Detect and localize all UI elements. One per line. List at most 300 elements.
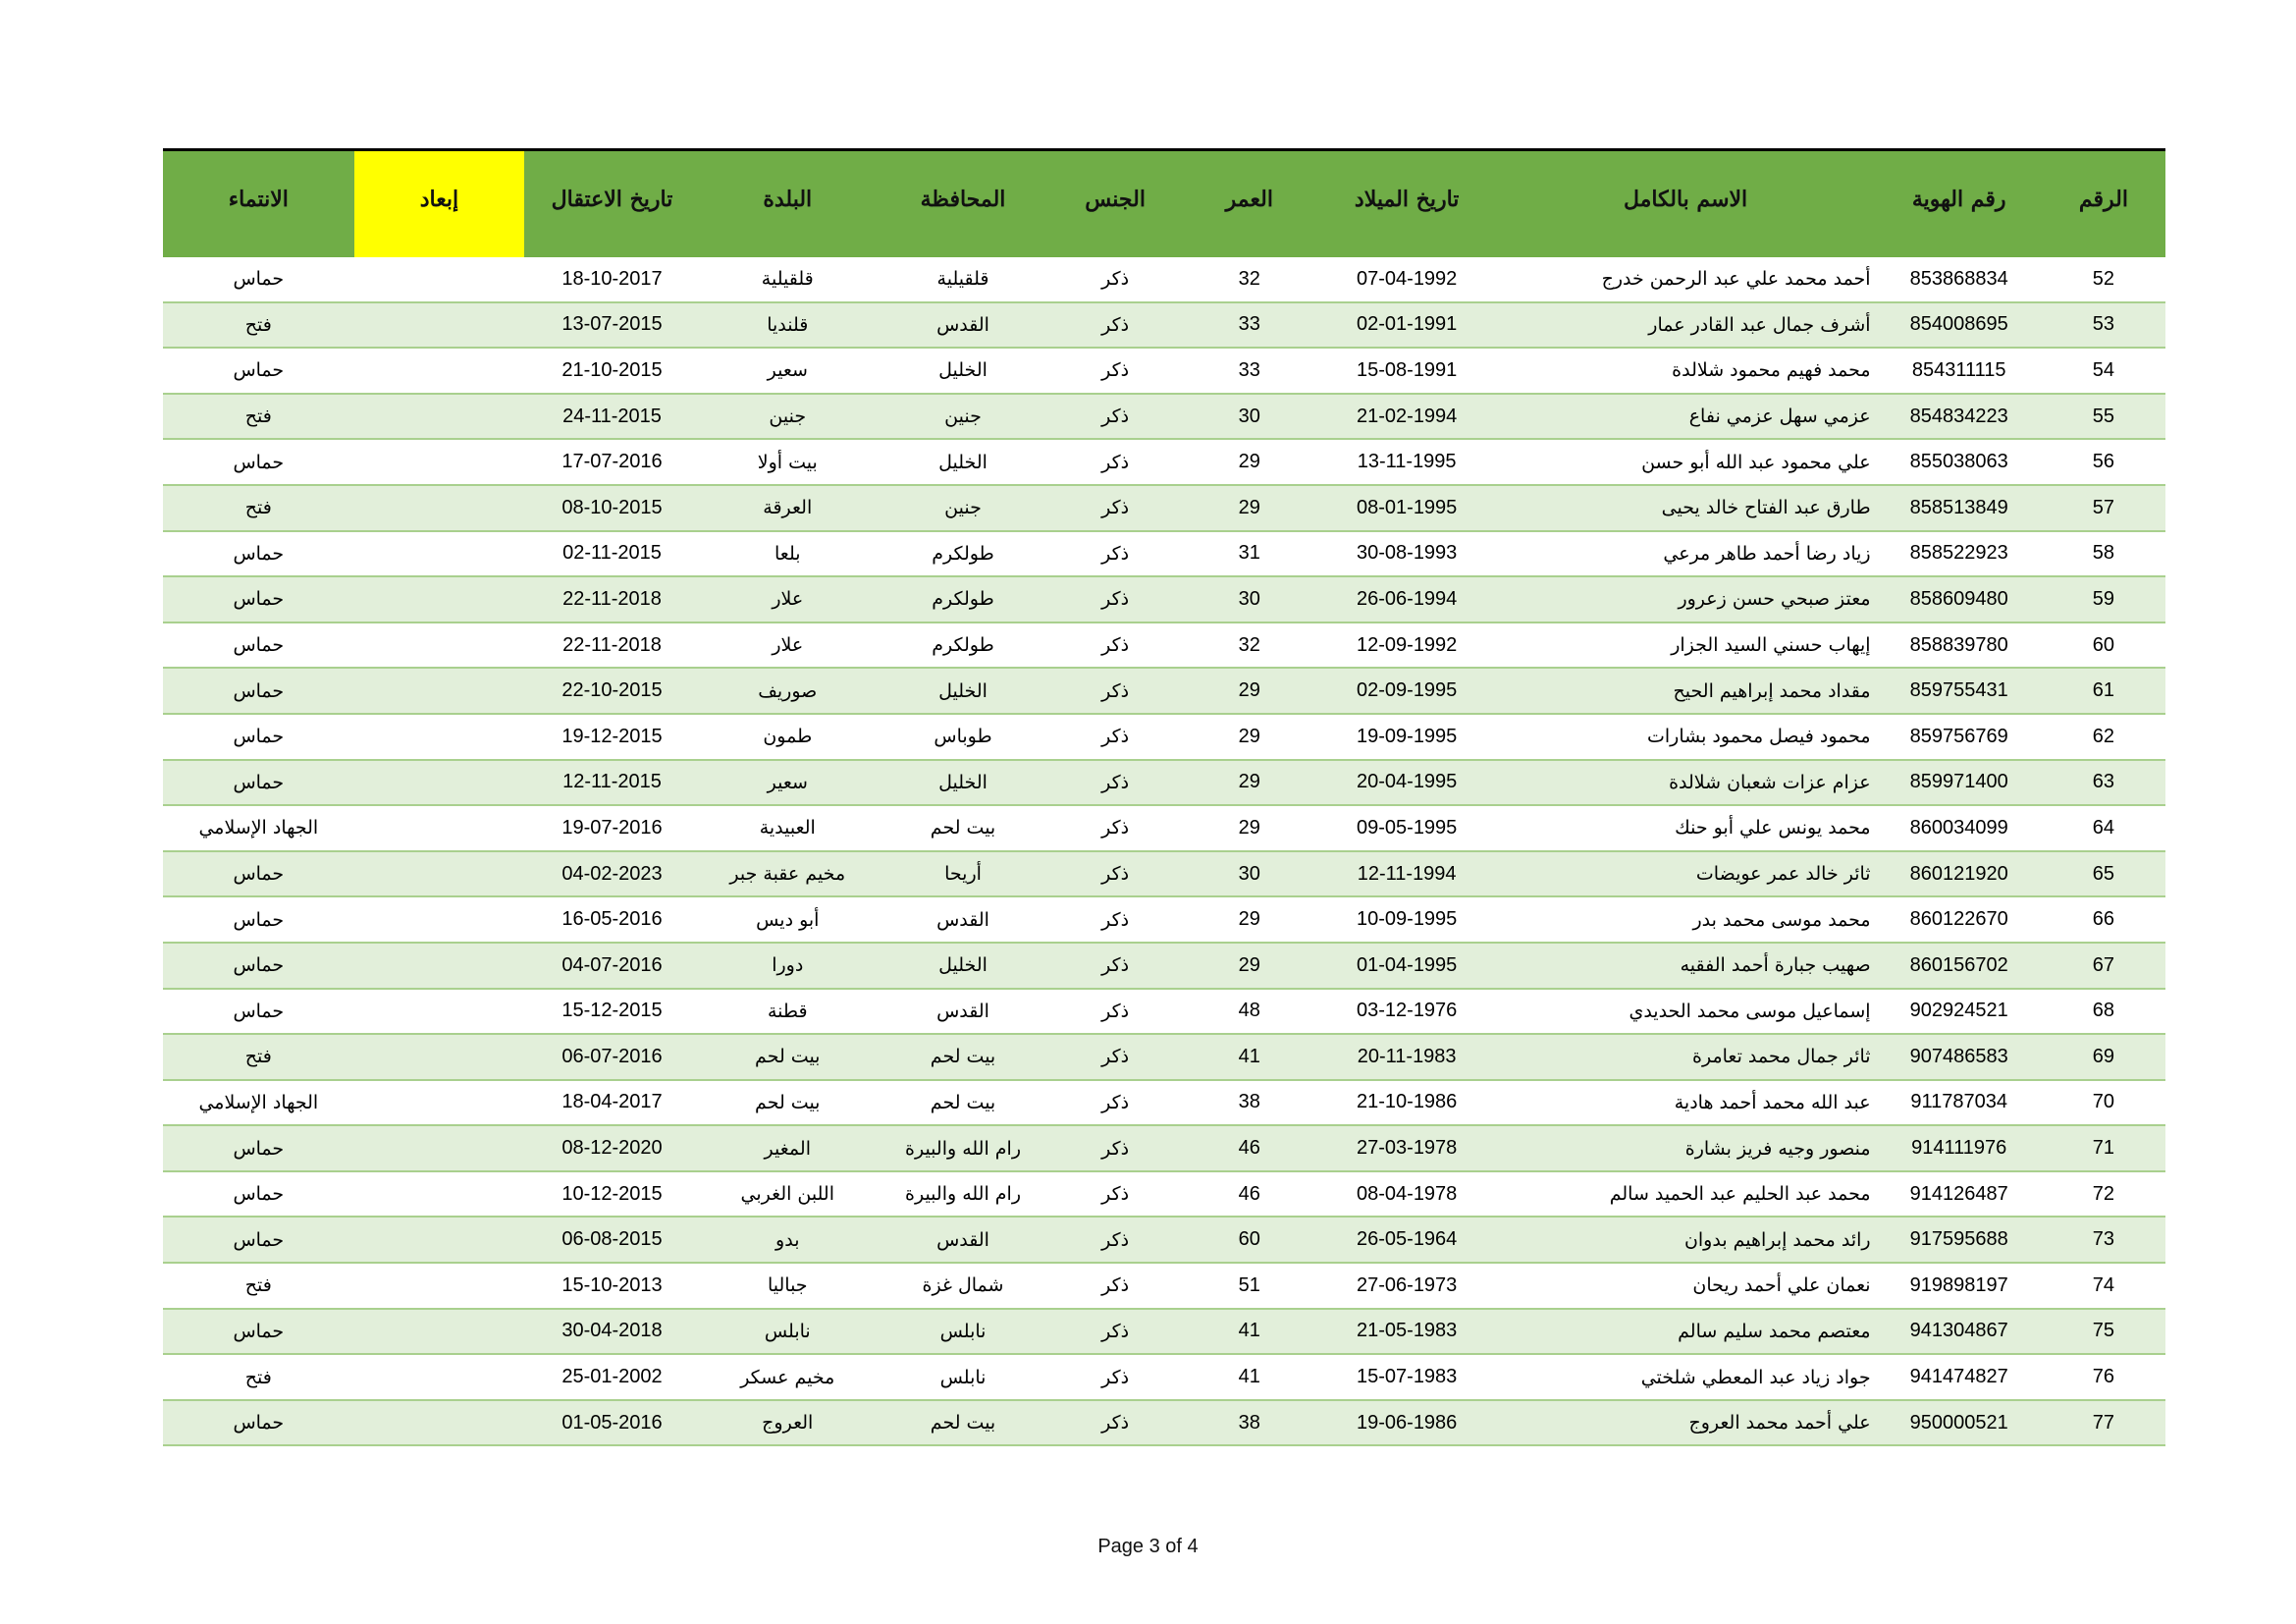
cell-deport — [354, 1263, 525, 1309]
cell-id: 858513849 — [1877, 485, 2042, 531]
cell-affiliation: الجهاد الإسلامي — [163, 1080, 354, 1126]
cell-dob: 26-06-1994 — [1319, 576, 1495, 623]
cell-gender: ذكر — [1050, 943, 1179, 989]
cell-gender: ذكر — [1050, 439, 1179, 485]
cell-name: إيهاب حسني السيد الجزار — [1495, 623, 1877, 669]
table-row — [163, 1125, 2165, 1171]
cell-town: سعير — [700, 348, 876, 394]
cell-town: قلنديا — [700, 302, 876, 349]
cell-id: 858522923 — [1877, 531, 2042, 577]
cell-age: 31 — [1180, 531, 1319, 577]
cell-affiliation: فتح — [163, 485, 354, 531]
cell-dob: 19-09-1995 — [1319, 714, 1495, 760]
cell-governorate: طولكرم — [876, 531, 1051, 577]
cell-no: 68 — [2042, 989, 2165, 1035]
cell-affiliation: فتح — [163, 1263, 354, 1309]
cell-name: علي محمود عبد الله أبو حسن — [1495, 439, 1877, 485]
cell-arrest-date: 22-10-2015 — [524, 668, 700, 714]
cell-age: 41 — [1180, 1354, 1319, 1400]
cell-age: 29 — [1180, 439, 1319, 485]
cell-no: 74 — [2042, 1263, 2165, 1309]
cell-dob: 26-05-1964 — [1319, 1217, 1495, 1263]
cell-deport — [354, 1034, 525, 1080]
table-row — [163, 1080, 2165, 1126]
cell-dob: 15-07-1983 — [1319, 1354, 1495, 1400]
cell-arrest-date: 15-10-2013 — [524, 1263, 700, 1309]
cell-no: 64 — [2042, 805, 2165, 851]
cell-governorate: بيت لحم — [876, 805, 1051, 851]
cell-age: 30 — [1180, 851, 1319, 897]
cell-id: 860034099 — [1877, 805, 2042, 851]
cell-arrest-date: 10-12-2015 — [524, 1171, 700, 1218]
cell-deport — [354, 302, 525, 349]
header-gender: الجنس — [1050, 150, 1179, 258]
cell-gender: ذكر — [1050, 805, 1179, 851]
cell-governorate: بيت لحم — [876, 1400, 1051, 1446]
cell-arrest-date: 04-02-2023 — [524, 851, 700, 897]
cell-arrest-date: 04-07-2016 — [524, 943, 700, 989]
cell-id: 941474827 — [1877, 1354, 2042, 1400]
cell-dob: 03-12-1976 — [1319, 989, 1495, 1035]
cell-name: محمد موسى محمد بدر — [1495, 896, 1877, 943]
cell-dob: 20-11-1983 — [1319, 1034, 1495, 1080]
cell-dob: 15-08-1991 — [1319, 348, 1495, 394]
cell-arrest-date: 15-12-2015 — [524, 989, 700, 1035]
cell-no: 70 — [2042, 1080, 2165, 1126]
cell-no: 55 — [2042, 394, 2165, 440]
cell-town: قلقيلية — [700, 257, 876, 302]
cell-town: قطنة — [700, 989, 876, 1035]
cell-no: 54 — [2042, 348, 2165, 394]
table-row — [163, 348, 2165, 394]
cell-no: 71 — [2042, 1125, 2165, 1171]
cell-no: 72 — [2042, 1171, 2165, 1218]
cell-gender: ذكر — [1050, 1080, 1179, 1126]
cell-age: 33 — [1180, 348, 1319, 394]
cell-governorate: جنين — [876, 394, 1051, 440]
cell-age: 32 — [1180, 257, 1319, 302]
cell-town: دورا — [700, 943, 876, 989]
cell-no: 77 — [2042, 1400, 2165, 1446]
cell-gender: ذكر — [1050, 1034, 1179, 1080]
cell-gender: ذكر — [1050, 1171, 1179, 1218]
cell-age: 51 — [1180, 1263, 1319, 1309]
cell-gender: ذكر — [1050, 1217, 1179, 1263]
cell-name: معتصم محمد سليم سالم — [1495, 1309, 1877, 1355]
cell-town: اللبن الغربي — [700, 1171, 876, 1218]
cell-affiliation: حماس — [163, 760, 354, 806]
cell-no: 57 — [2042, 485, 2165, 531]
cell-deport — [354, 394, 525, 440]
cell-town: العرقة — [700, 485, 876, 531]
cell-deport — [354, 714, 525, 760]
cell-town: سعير — [700, 760, 876, 806]
cell-governorate: طولكرم — [876, 623, 1051, 669]
cell-affiliation: فتح — [163, 394, 354, 440]
cell-affiliation: حماس — [163, 348, 354, 394]
table-row — [163, 302, 2165, 349]
header-arrest-date: تاريخ الاعتقال — [524, 150, 700, 258]
cell-gender: ذكر — [1050, 851, 1179, 897]
cell-no: 53 — [2042, 302, 2165, 349]
cell-arrest-date: 22-11-2018 — [524, 576, 700, 623]
cell-deport — [354, 623, 525, 669]
cell-age: 29 — [1180, 714, 1319, 760]
table-row — [163, 760, 2165, 806]
cell-age: 30 — [1180, 394, 1319, 440]
cell-governorate: الخليل — [876, 760, 1051, 806]
cell-dob: 02-09-1995 — [1319, 668, 1495, 714]
header-id: رقم الهوية — [1877, 150, 2042, 258]
cell-id: 860156702 — [1877, 943, 2042, 989]
cell-name: عزمي سهل عزمي نفاع — [1495, 394, 1877, 440]
table-row — [163, 714, 2165, 760]
cell-affiliation: حماس — [163, 257, 354, 302]
cell-dob: 13-11-1995 — [1319, 439, 1495, 485]
cell-town: بلعا — [700, 531, 876, 577]
cell-gender: ذكر — [1050, 896, 1179, 943]
cell-age: 48 — [1180, 989, 1319, 1035]
cell-id: 914126487 — [1877, 1171, 2042, 1218]
cell-town: نابلس — [700, 1309, 876, 1355]
cell-arrest-date: 06-08-2015 — [524, 1217, 700, 1263]
cell-arrest-date: 24-11-2015 — [524, 394, 700, 440]
cell-governorate: الخليل — [876, 348, 1051, 394]
cell-age: 41 — [1180, 1309, 1319, 1355]
cell-no: 60 — [2042, 623, 2165, 669]
cell-id: 902924521 — [1877, 989, 2042, 1035]
cell-affiliation: حماس — [163, 576, 354, 623]
cell-town: العروج — [700, 1400, 876, 1446]
table-row — [163, 1309, 2165, 1355]
cell-deport — [354, 1125, 525, 1171]
cell-town: علار — [700, 576, 876, 623]
cell-affiliation: حماس — [163, 1400, 354, 1446]
cell-governorate: الخليل — [876, 668, 1051, 714]
cell-gender: ذكر — [1050, 531, 1179, 577]
cell-id: 858609480 — [1877, 576, 2042, 623]
cell-id: 859755431 — [1877, 668, 2042, 714]
cell-gender: ذكر — [1050, 1309, 1179, 1355]
cell-affiliation: حماس — [163, 896, 354, 943]
cell-no: 65 — [2042, 851, 2165, 897]
cell-id: 854311115 — [1877, 348, 2042, 394]
cell-id: 860122670 — [1877, 896, 2042, 943]
cell-arrest-date: 18-10-2017 — [524, 257, 700, 302]
cell-gender: ذكر — [1050, 760, 1179, 806]
cell-arrest-date: 22-11-2018 — [524, 623, 700, 669]
cell-gender: ذكر — [1050, 394, 1179, 440]
cell-name: أشرف جمال عبد القادر عمار — [1495, 302, 1877, 349]
cell-governorate: أريحا — [876, 851, 1051, 897]
cell-affiliation: حماس — [163, 1171, 354, 1218]
cell-dob: 08-04-1978 — [1319, 1171, 1495, 1218]
cell-id: 859756769 — [1877, 714, 2042, 760]
cell-governorate: قلقيلية — [876, 257, 1051, 302]
cell-town: مخيم عقبة جبر — [700, 851, 876, 897]
cell-governorate: شمال غزة — [876, 1263, 1051, 1309]
cell-town: أبو ديس — [700, 896, 876, 943]
cell-deport — [354, 805, 525, 851]
cell-dob: 10-09-1995 — [1319, 896, 1495, 943]
cell-id: 858839780 — [1877, 623, 2042, 669]
cell-age: 33 — [1180, 302, 1319, 349]
cell-gender: ذكر — [1050, 1125, 1179, 1171]
cell-dob: 20-04-1995 — [1319, 760, 1495, 806]
cell-affiliation: حماس — [163, 851, 354, 897]
table-row — [163, 1354, 2165, 1400]
cell-age: 60 — [1180, 1217, 1319, 1263]
cell-gender: ذكر — [1050, 576, 1179, 623]
cell-id: 907486583 — [1877, 1034, 2042, 1080]
table-row — [163, 531, 2165, 577]
cell-id: 941304867 — [1877, 1309, 2042, 1355]
cell-id: 860121920 — [1877, 851, 2042, 897]
cell-town: مخيم عسكر — [700, 1354, 876, 1400]
cell-dob: 02-01-1991 — [1319, 302, 1495, 349]
cell-id: 855038063 — [1877, 439, 2042, 485]
cell-no: 56 — [2042, 439, 2165, 485]
header-town: البلدة — [700, 150, 876, 258]
cell-no: 66 — [2042, 896, 2165, 943]
cell-name: جواد زياد عبد المعطي شلختي — [1495, 1354, 1877, 1400]
cell-town: طمون — [700, 714, 876, 760]
cell-governorate: طوباس — [876, 714, 1051, 760]
cell-arrest-date: 17-07-2016 — [524, 439, 700, 485]
cell-id: 914111976 — [1877, 1125, 2042, 1171]
cell-name: محمد يونس علي أبو حنك — [1495, 805, 1877, 851]
cell-age: 46 — [1180, 1171, 1319, 1218]
cell-town: جنين — [700, 394, 876, 440]
cell-deport — [354, 1354, 525, 1400]
cell-affiliation: حماس — [163, 623, 354, 669]
cell-name: عبد الله محمد أحمد هادية — [1495, 1080, 1877, 1126]
table-row — [163, 1171, 2165, 1218]
cell-gender: ذكر — [1050, 1263, 1179, 1309]
table-row — [163, 439, 2165, 485]
cell-governorate: الخليل — [876, 943, 1051, 989]
cell-gender: ذكر — [1050, 1354, 1179, 1400]
cell-dob: 12-11-1994 — [1319, 851, 1495, 897]
cell-town: بيت لحم — [700, 1034, 876, 1080]
cell-age: 38 — [1180, 1080, 1319, 1126]
cell-arrest-date: 01-05-2016 — [524, 1400, 700, 1446]
table-row — [163, 394, 2165, 440]
cell-no: 67 — [2042, 943, 2165, 989]
table-row — [163, 1400, 2165, 1446]
cell-governorate: نابلس — [876, 1309, 1051, 1355]
cell-arrest-date: 30-04-2018 — [524, 1309, 700, 1355]
cell-name: طارق عبد الفتاح خالد يحيى — [1495, 485, 1877, 531]
cell-deport — [354, 1309, 525, 1355]
cell-no: 76 — [2042, 1354, 2165, 1400]
cell-age: 29 — [1180, 668, 1319, 714]
cell-deport — [354, 851, 525, 897]
cell-governorate: جنين — [876, 485, 1051, 531]
cell-name: رائد محمد إبراهيم بدوان — [1495, 1217, 1877, 1263]
cell-affiliation: حماس — [163, 1309, 354, 1355]
cell-dob: 08-01-1995 — [1319, 485, 1495, 531]
cell-no: 59 — [2042, 576, 2165, 623]
cell-affiliation: حماس — [163, 943, 354, 989]
cell-dob: 01-04-1995 — [1319, 943, 1495, 989]
cell-dob: 19-06-1986 — [1319, 1400, 1495, 1446]
cell-affiliation: حماس — [163, 668, 354, 714]
cell-name: ثائر خالد عمر عويضات — [1495, 851, 1877, 897]
cell-name: معتز صبحي حسن زعرور — [1495, 576, 1877, 623]
cell-no: 73 — [2042, 1217, 2165, 1263]
cell-deport — [354, 485, 525, 531]
table-row — [163, 1263, 2165, 1309]
cell-dob: 09-05-1995 — [1319, 805, 1495, 851]
cell-governorate: بيت لحم — [876, 1080, 1051, 1126]
cell-gender: ذكر — [1050, 714, 1179, 760]
cell-dob: 30-08-1993 — [1319, 531, 1495, 577]
cell-deport — [354, 257, 525, 302]
cell-town: صوريف — [700, 668, 876, 714]
cell-gender: ذكر — [1050, 485, 1179, 531]
cell-affiliation: حماس — [163, 714, 354, 760]
cell-id: 854834223 — [1877, 394, 2042, 440]
cell-affiliation: فتح — [163, 1354, 354, 1400]
cell-arrest-date: 19-12-2015 — [524, 714, 700, 760]
cell-name: نعمان علي أحمد ريحان — [1495, 1263, 1877, 1309]
cell-gender: ذكر — [1050, 257, 1179, 302]
cell-deport — [354, 943, 525, 989]
cell-name: محمد فهيم محمود شلالدة — [1495, 348, 1877, 394]
header-governorate: المحافظة — [876, 150, 1051, 258]
cell-deport — [354, 989, 525, 1035]
cell-arrest-date: 08-10-2015 — [524, 485, 700, 531]
cell-arrest-date: 06-07-2016 — [524, 1034, 700, 1080]
cell-name: منصور وجيه فريز بشارة — [1495, 1125, 1877, 1171]
cell-name: زياد رضا أحمد طاهر مرعي — [1495, 531, 1877, 577]
cell-age: 29 — [1180, 760, 1319, 806]
cell-age: 30 — [1180, 576, 1319, 623]
table-row — [163, 851, 2165, 897]
cell-id: 919898197 — [1877, 1263, 2042, 1309]
table-header-row — [163, 150, 2165, 258]
cell-affiliation: حماس — [163, 531, 354, 577]
cell-governorate: طولكرم — [876, 576, 1051, 623]
header-affiliation: الانتماء — [163, 150, 354, 258]
cell-age: 32 — [1180, 623, 1319, 669]
cell-no: 52 — [2042, 257, 2165, 302]
table-row — [163, 668, 2165, 714]
header-no: الرقم — [2042, 150, 2165, 258]
cell-name: عزام عزات شعبان شلالدة — [1495, 760, 1877, 806]
cell-governorate: نابلس — [876, 1354, 1051, 1400]
cell-name: إسماعيل موسى محمد الحديدي — [1495, 989, 1877, 1035]
cell-age: 29 — [1180, 943, 1319, 989]
cell-name: أحمد محمد علي عبد الرحمن خدرج — [1495, 257, 1877, 302]
cell-governorate: القدس — [876, 896, 1051, 943]
cell-arrest-date: 16-05-2016 — [524, 896, 700, 943]
cell-affiliation: حماس — [163, 439, 354, 485]
cell-dob: 12-09-1992 — [1319, 623, 1495, 669]
cell-gender: ذكر — [1050, 989, 1179, 1035]
cell-name: علي أحمد محمد العروج — [1495, 1400, 1877, 1446]
cell-arrest-date: 08-12-2020 — [524, 1125, 700, 1171]
cell-dob: 27-06-1973 — [1319, 1263, 1495, 1309]
cell-name: ثائر جمال محمد تعامرة — [1495, 1034, 1877, 1080]
cell-id: 950000521 — [1877, 1400, 2042, 1446]
cell-gender: ذكر — [1050, 348, 1179, 394]
cell-arrest-date: 02-11-2015 — [524, 531, 700, 577]
table-row — [163, 623, 2165, 669]
cell-no: 63 — [2042, 760, 2165, 806]
table-row — [163, 576, 2165, 623]
cell-dob: 21-10-1986 — [1319, 1080, 1495, 1126]
cell-town: بيت أولا — [700, 439, 876, 485]
cell-deport — [354, 1400, 525, 1446]
cell-name: محمد عبد الحليم عبد الحميد سالم — [1495, 1171, 1877, 1218]
cell-governorate: القدس — [876, 989, 1051, 1035]
cell-gender: ذكر — [1050, 302, 1179, 349]
cell-deport — [354, 576, 525, 623]
cell-deport — [354, 348, 525, 394]
cell-arrest-date: 12-11-2015 — [524, 760, 700, 806]
prisoner-table — [163, 148, 2165, 1446]
page-number-footer: Page 3 of 4 — [1097, 1536, 1199, 1557]
cell-dob: 07-04-1992 — [1319, 257, 1495, 302]
cell-arrest-date: 19-07-2016 — [524, 805, 700, 851]
cell-governorate: القدس — [876, 1217, 1051, 1263]
table-row — [163, 1217, 2165, 1263]
table-row — [163, 257, 2165, 302]
cell-arrest-date: 18-04-2017 — [524, 1080, 700, 1126]
cell-town: بيت لحم — [700, 1080, 876, 1126]
cell-name: محمود فيصل محمود بشارات — [1495, 714, 1877, 760]
cell-arrest-date: 25-01-2002 — [524, 1354, 700, 1400]
cell-deport — [354, 760, 525, 806]
cell-id: 859971400 — [1877, 760, 2042, 806]
cell-no: 62 — [2042, 714, 2165, 760]
cell-no: 69 — [2042, 1034, 2165, 1080]
cell-deport — [354, 668, 525, 714]
table-row — [163, 805, 2165, 851]
cell-deport — [354, 1080, 525, 1126]
table-row — [163, 485, 2165, 531]
cell-no: 58 — [2042, 531, 2165, 577]
cell-town: العبيدية — [700, 805, 876, 851]
header-dob: تاريخ الميلاد — [1319, 150, 1495, 258]
cell-governorate: بيت لحم — [876, 1034, 1051, 1080]
cell-deport — [354, 1171, 525, 1218]
cell-town: المغير — [700, 1125, 876, 1171]
cell-town: علار — [700, 623, 876, 669]
cell-name: مقداد محمد إبراهيم الحيح — [1495, 668, 1877, 714]
cell-deport — [354, 1217, 525, 1263]
cell-town: بدو — [700, 1217, 876, 1263]
table-row — [163, 989, 2165, 1035]
cell-id: 854008695 — [1877, 302, 2042, 349]
table-body — [163, 257, 2165, 1445]
cell-deport — [354, 531, 525, 577]
cell-affiliation: فتح — [163, 302, 354, 349]
cell-governorate: الخليل — [876, 439, 1051, 485]
cell-affiliation: حماس — [163, 1217, 354, 1263]
cell-name: صهيب جبارة أحمد الفقيه — [1495, 943, 1877, 989]
cell-affiliation: حماس — [163, 1125, 354, 1171]
cell-town: جباليا — [700, 1263, 876, 1309]
cell-age: 29 — [1180, 485, 1319, 531]
cell-governorate: رام الله والبيرة — [876, 1125, 1051, 1171]
table-row — [163, 943, 2165, 989]
cell-gender: ذكر — [1050, 1400, 1179, 1446]
cell-age: 41 — [1180, 1034, 1319, 1080]
cell-age: 29 — [1180, 805, 1319, 851]
